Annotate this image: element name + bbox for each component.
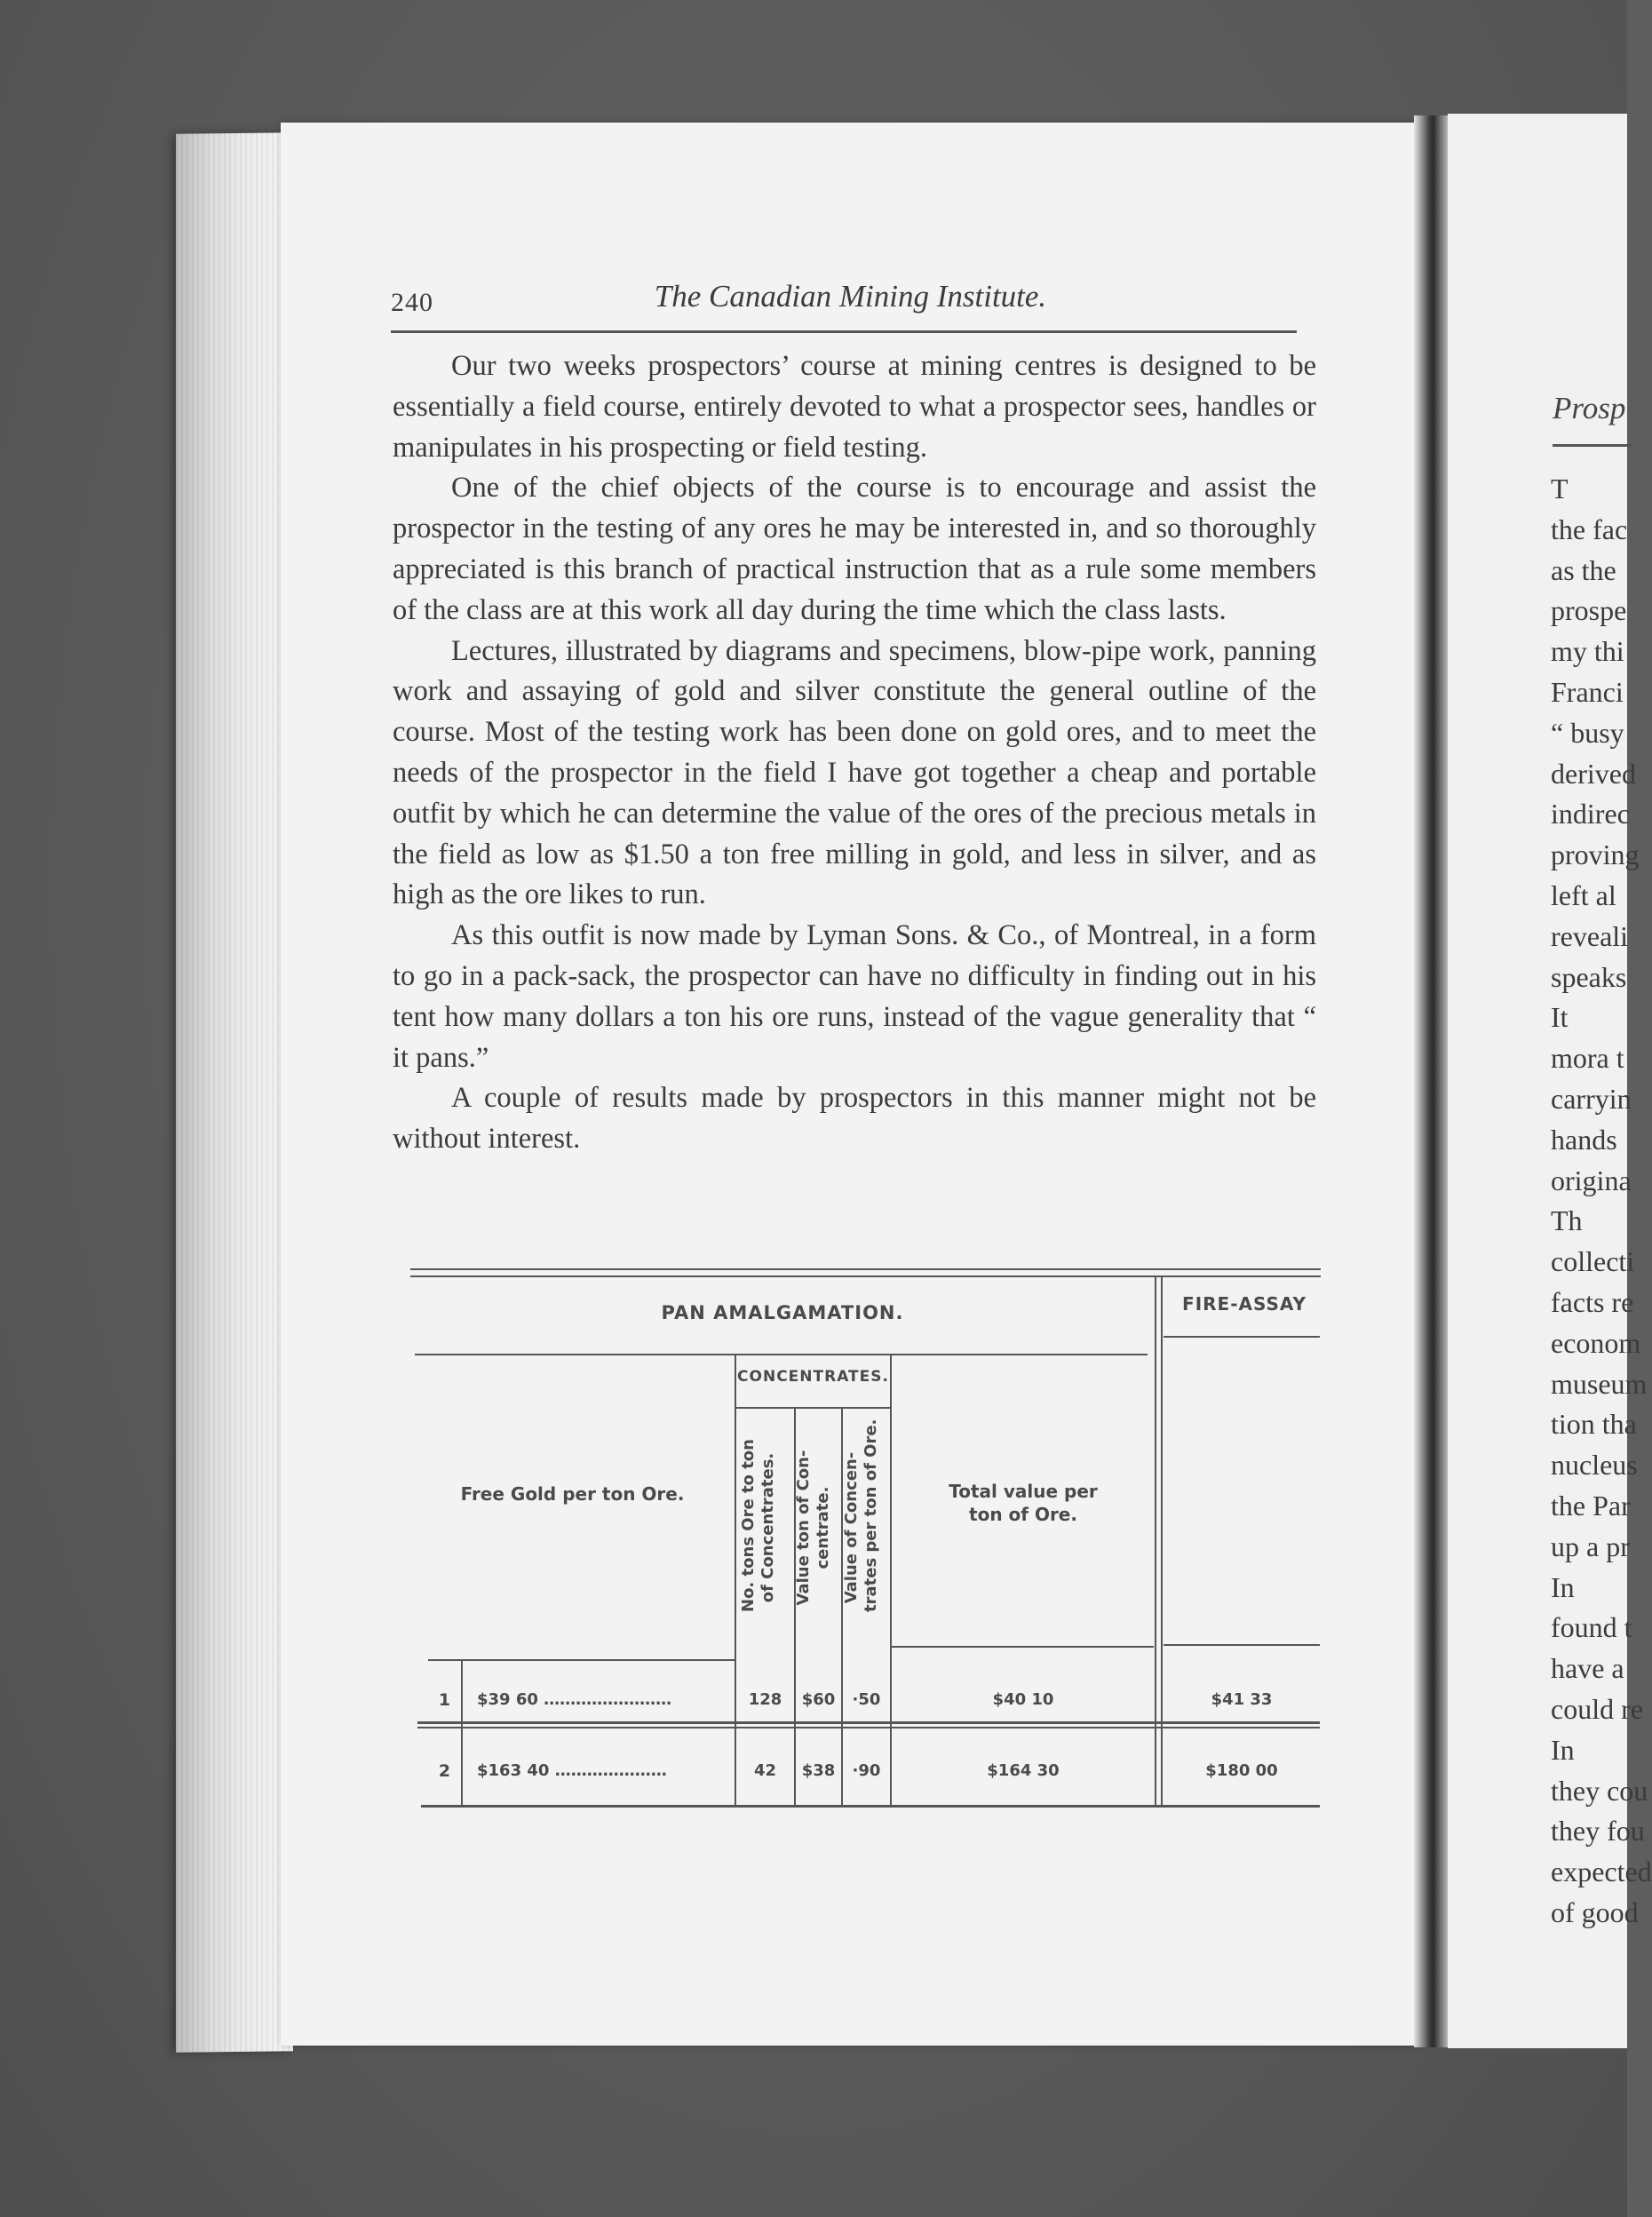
right-page-line: T — [1551, 473, 1569, 505]
right-page-text — [1551, 469, 1652, 1934]
paragraph: Our two weeks prospectors’ course at mining centres is designed to be essentially a field course, entirely devoted to what a prospector sees, handles or manipulates in his prospecting or field testing. — [393, 350, 1316, 464]
right-page-line: It — [1551, 1001, 1569, 1034]
table-rule — [736, 1407, 890, 1409]
free-gold-cell — [477, 1690, 735, 1709]
free-gold-value: $39 60 — [477, 1690, 538, 1709]
right-page — [1448, 114, 1652, 2048]
value-ton-column-header — [794, 1443, 842, 1612]
right-page-line: my thi — [1551, 635, 1624, 668]
right-page-line: collecti — [1551, 1245, 1635, 1278]
right-page-line: In — [1551, 1570, 1575, 1603]
tons-cell: 42 — [753, 1761, 777, 1780]
value-ton-cell: $60 — [801, 1690, 836, 1709]
total-value-column-header: Total value per ton of Ore. — [949, 1481, 1098, 1525]
table-rule — [1164, 1644, 1320, 1646]
header-line: of Concentrates. — [758, 1452, 777, 1603]
right-page-line: Th — [1551, 1204, 1583, 1237]
right-page-line: nucleus — [1551, 1449, 1638, 1482]
right-page-line: carryin — [1551, 1082, 1632, 1115]
right-page-line: origina — [1551, 1164, 1632, 1196]
header-line: Value of Concen- — [842, 1451, 861, 1604]
right-page-line: hands — [1551, 1123, 1617, 1156]
right-page-line: reveali — [1551, 919, 1629, 952]
leader-dots: ………………… — [549, 1761, 667, 1780]
right-page-line: speaks — [1551, 960, 1627, 993]
right-page-line: econom — [1551, 1326, 1641, 1359]
right-page-line: prospe — [1551, 594, 1627, 627]
header-rule — [391, 330, 1297, 333]
table-rule — [410, 1268, 1321, 1270]
total-value-cell: $164 30 — [987, 1761, 1060, 1780]
right-page-line: they fou — [1551, 1815, 1645, 1848]
paragraph: Lectures, illustrated by diagrams and specimens, blow-pipe work, panning work and assaying of gold and silver constitute the general outline of the course. Most of the testing work has been done on gold ores, and to meet the needs of the prospector in the field I have got together a cheap and portable outfit by which he can determine the value of the ores of the precious metals in the field as low as $1.50 a ton free milling in gold, and less in silver, and as high as the ore likes to run. — [393, 634, 1316, 911]
running-head — [391, 277, 1310, 330]
tons-cell: 128 — [748, 1690, 782, 1709]
right-page-line: up a pr — [1551, 1530, 1630, 1562]
value-concentrates-column-header — [842, 1418, 890, 1612]
right-page-line: In — [1551, 1733, 1575, 1766]
table-rule — [735, 1355, 736, 1807]
right-page-line: “ busy — [1551, 716, 1624, 749]
right-page-line: museum — [1551, 1367, 1648, 1400]
right-running-title: Prosp — [1553, 391, 1626, 425]
right-page-line: could re — [1551, 1692, 1643, 1725]
table-rule — [428, 1659, 735, 1661]
right-page-line: proving — [1551, 838, 1640, 871]
fire-assay-header: FIRE-ASSAY — [1182, 1293, 1307, 1315]
tons-ore-column-header — [739, 1439, 787, 1612]
right-page-line: tion tha — [1551, 1408, 1637, 1441]
body-text — [393, 346, 1316, 1160]
right-page-line: of good — [1551, 1895, 1639, 1928]
row-number: 1 — [438, 1690, 451, 1710]
right-page-line: left al — [1551, 878, 1616, 911]
table-rule — [1161, 1277, 1163, 1805]
right-page-line: derived — [1551, 757, 1636, 790]
row-number: 2 — [438, 1761, 451, 1781]
fire-assay-cell: $180 00 — [1205, 1761, 1278, 1780]
right-page-line: Franci — [1551, 675, 1624, 708]
right-page-line: the fac — [1551, 513, 1628, 545]
value-ton-cell: $38 — [801, 1761, 836, 1780]
table-rule — [415, 1354, 1148, 1355]
paragraph: As this outfit is now made by Lyman Sons. & Co., of Montreal, in a form to go in a pack-sack, the prospector can have no difficulty in finding out in his tent how many dollars a ton his ore runs, instead of the vague generality that “ it pans.” — [393, 919, 1316, 1074]
table-rule — [1164, 1336, 1320, 1338]
header-line: Value ton of Con- — [794, 1450, 813, 1606]
pan-amalgamation-header: PAN AMALGAMATION. — [661, 1302, 904, 1323]
header-line: centrate. — [814, 1486, 832, 1569]
right-head-rule — [1553, 444, 1632, 447]
right-page-line: as the — [1551, 553, 1616, 586]
table-rule — [461, 1661, 463, 1807]
page-number: 240 — [391, 288, 433, 317]
paragraph: One of the chief objects of the course is to encourage and assist the prospector in the testing of any ores he may be interested in, and so thoroughly appreciated is this branch of practical instruction that as a rule some members of the class are at this work all day during the time which the class lasts. — [393, 472, 1316, 626]
table-rule — [890, 1355, 892, 1807]
free-gold-cell — [477, 1761, 735, 1780]
table-rule — [417, 1727, 1320, 1728]
right-page-line: found t — [1551, 1611, 1632, 1644]
free-gold-column-header: Free Gold per ton Ore. — [460, 1483, 685, 1505]
running-title: The Canadian Mining Institute. — [654, 279, 1047, 314]
value-concentrates-cell: ·90 — [852, 1761, 881, 1780]
right-page-line: facts re — [1551, 1285, 1634, 1318]
results-table — [410, 1268, 1325, 1810]
right-page-line: the Par — [1551, 1489, 1631, 1522]
leader-dots: …………………… — [537, 1690, 672, 1709]
fire-assay-cell: $41 33 — [1211, 1690, 1273, 1709]
right-page-line: they cou — [1551, 1774, 1648, 1807]
right-page-line: mora t — [1551, 1042, 1624, 1075]
table-rule — [421, 1805, 1320, 1808]
table-rule — [892, 1646, 1154, 1648]
book-gutter — [1414, 115, 1449, 2047]
table-rule — [1155, 1277, 1156, 1805]
right-page-line: expected — [1551, 1855, 1652, 1888]
header-line: No. tons Ore to ton — [739, 1439, 758, 1612]
table-rule — [410, 1275, 1321, 1277]
paragraph: A couple of results made by prospectors in this manner might not be without interest. — [393, 1082, 1316, 1156]
free-gold-value: $163 40 — [477, 1761, 550, 1780]
header-line: trates per ton of Ore. — [862, 1418, 880, 1612]
total-value-cell: $40 10 — [992, 1690, 1054, 1709]
value-concentrates-cell: ·50 — [852, 1690, 881, 1709]
book-page-edges — [176, 132, 293, 2052]
table-rule — [417, 1721, 1320, 1724]
concentrates-header: CONCENTRATES. — [737, 1368, 889, 1386]
right-page-line: indirec — [1551, 798, 1630, 830]
right-page-line: have a — [1551, 1652, 1624, 1685]
